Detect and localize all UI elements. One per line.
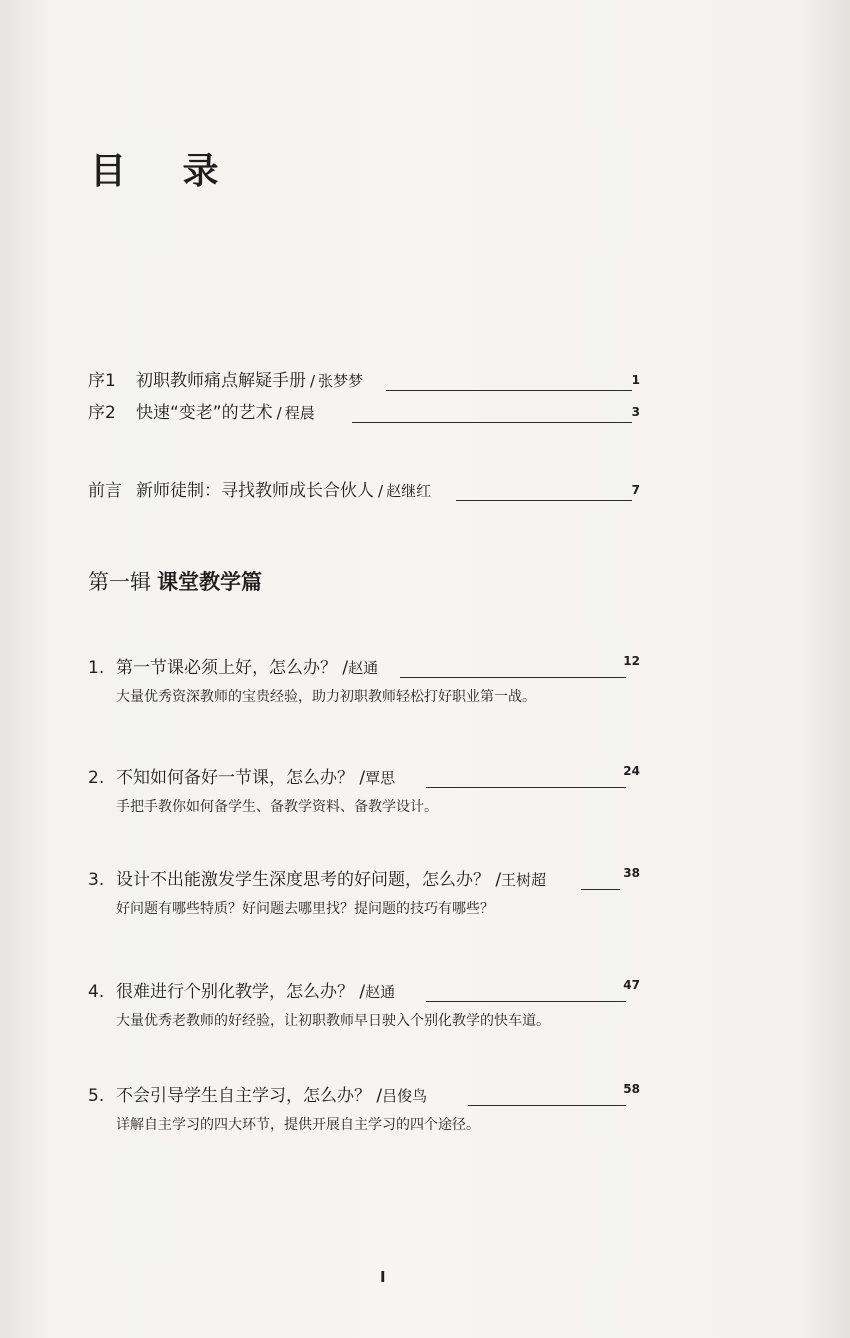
entry-title: 新师徒制：寻找教师成长合伙人: [136, 481, 374, 501]
entry-author: 王树超: [501, 871, 547, 889]
entry-page-number: 38: [623, 866, 640, 880]
entry-description: 手把手教你如何备学生、备教学资料、备教学设计。: [116, 799, 438, 815]
leader-line: [400, 677, 626, 678]
entry-page-number: 58: [623, 1082, 640, 1096]
entry-number: 4.: [88, 982, 105, 1002]
page-folio: I: [380, 1268, 386, 1286]
leader-line: [581, 889, 620, 890]
entry-author: 程晨: [284, 404, 315, 422]
entry-page-number: 47: [623, 978, 640, 992]
entry-title: 初职教师痛点解疑手册: [136, 371, 306, 391]
toc-entry-4[interactable]: 4. 很难进行个别化教学，怎么办？ /赵通 47 大量优秀老教师的好经验，让初职教师早日驶入个别化教学的快车道。: [88, 978, 640, 1029]
toc-entry-foreword[interactable]: 前言 新师徒制：寻找教师成长合伙人 / 赵继红 7: [88, 481, 640, 501]
entry-number: 5.: [88, 1086, 105, 1106]
toc-entry-1[interactable]: 1. 第一节课必须上好，怎么办？ /赵通 12 大量优秀资深教师的宝贵经验，助力初职教师轻松打好职业第一战。: [88, 654, 640, 705]
leader-line: [426, 787, 626, 788]
leader-line: [456, 500, 632, 501]
entry-description: 大量优秀老教师的好经验，让初职教师早日驶入个别化教学的快车道。: [116, 1013, 550, 1029]
section-heading: [88, 566, 262, 596]
entry-author: 赵通: [348, 659, 379, 677]
entry-title: 不知如何备好一节课，怎么办？: [116, 768, 354, 788]
entry-page-number: 3: [631, 405, 640, 419]
section-title: 课堂教学篇: [157, 570, 262, 594]
toc-entry-preface-2[interactable]: 序2 快速“变老”的艺术 / 程晨 3: [88, 403, 640, 423]
entry-author: 吕俊鸟: [382, 1087, 428, 1105]
entry-number: 1.: [88, 658, 105, 678]
entry-page-number: 12: [623, 654, 640, 668]
leader-line: [386, 390, 632, 391]
entry-title: 不会引导学生自主学习，怎么办？: [116, 1086, 371, 1106]
entry-title: 第一节课必须上好，怎么办？: [116, 658, 337, 678]
entry-description: 大量优秀资深教师的宝贵经验，助力初职教师轻松打好职业第一战。: [116, 689, 536, 705]
entry-title: 设计不出能激发学生深度思考的好问题，怎么办？: [116, 870, 490, 890]
leader-line: [352, 422, 632, 423]
toc-entry-2[interactable]: 2. 不知如何备好一节课，怎么办？ /覃思 24 手把手教你如何备学生、备教学资料、备教学设计。: [88, 764, 640, 815]
entry-page-number: 7: [631, 483, 640, 497]
entry-author: 赵通: [365, 983, 396, 1001]
entry-page-number: 1: [631, 373, 640, 387]
entry-title: 很难进行个别化教学，怎么办？: [116, 982, 354, 1002]
leader-line: [426, 1001, 626, 1002]
entry-author: 覃思: [365, 769, 396, 787]
entry-description: 好问题有哪些特质？好问题去哪里找？提问题的技巧有哪些？: [116, 901, 494, 917]
entry-title: 快速“变老”的艺术: [136, 403, 273, 423]
toc-entry-5[interactable]: 5. 不会引导学生自主学习，怎么办？ /吕俊鸟 58 详解自主学习的四大环节，提供开展自主学习的四个途径。: [88, 1082, 640, 1133]
entry-label: 序2: [88, 403, 116, 423]
section-prefix: 第一辑: [88, 570, 151, 594]
page-title: 目 录: [90, 151, 241, 192]
entry-number: 3.: [88, 870, 105, 890]
entry-label: 前言: [88, 481, 122, 501]
entry-author: 赵继红: [386, 482, 432, 500]
entry-label: 序1: [88, 371, 116, 391]
leader-line: [468, 1105, 626, 1106]
entry-description: 详解自主学习的四大环节，提供开展自主学习的四个途径。: [116, 1117, 480, 1133]
entry-author: 张梦梦: [318, 372, 364, 390]
toc-entry-3[interactable]: 3. 设计不出能激发学生深度思考的好问题，怎么办？ /王树超 38 好问题有哪些特质？好问题去哪里找？提问题的技巧有哪些？: [88, 866, 640, 917]
entry-page-number: 24: [623, 764, 640, 778]
entry-number: 2.: [88, 768, 105, 788]
toc-entry-preface-1[interactable]: 序1 初职教师痛点解疑手册 / 张梦梦 1: [88, 371, 640, 391]
